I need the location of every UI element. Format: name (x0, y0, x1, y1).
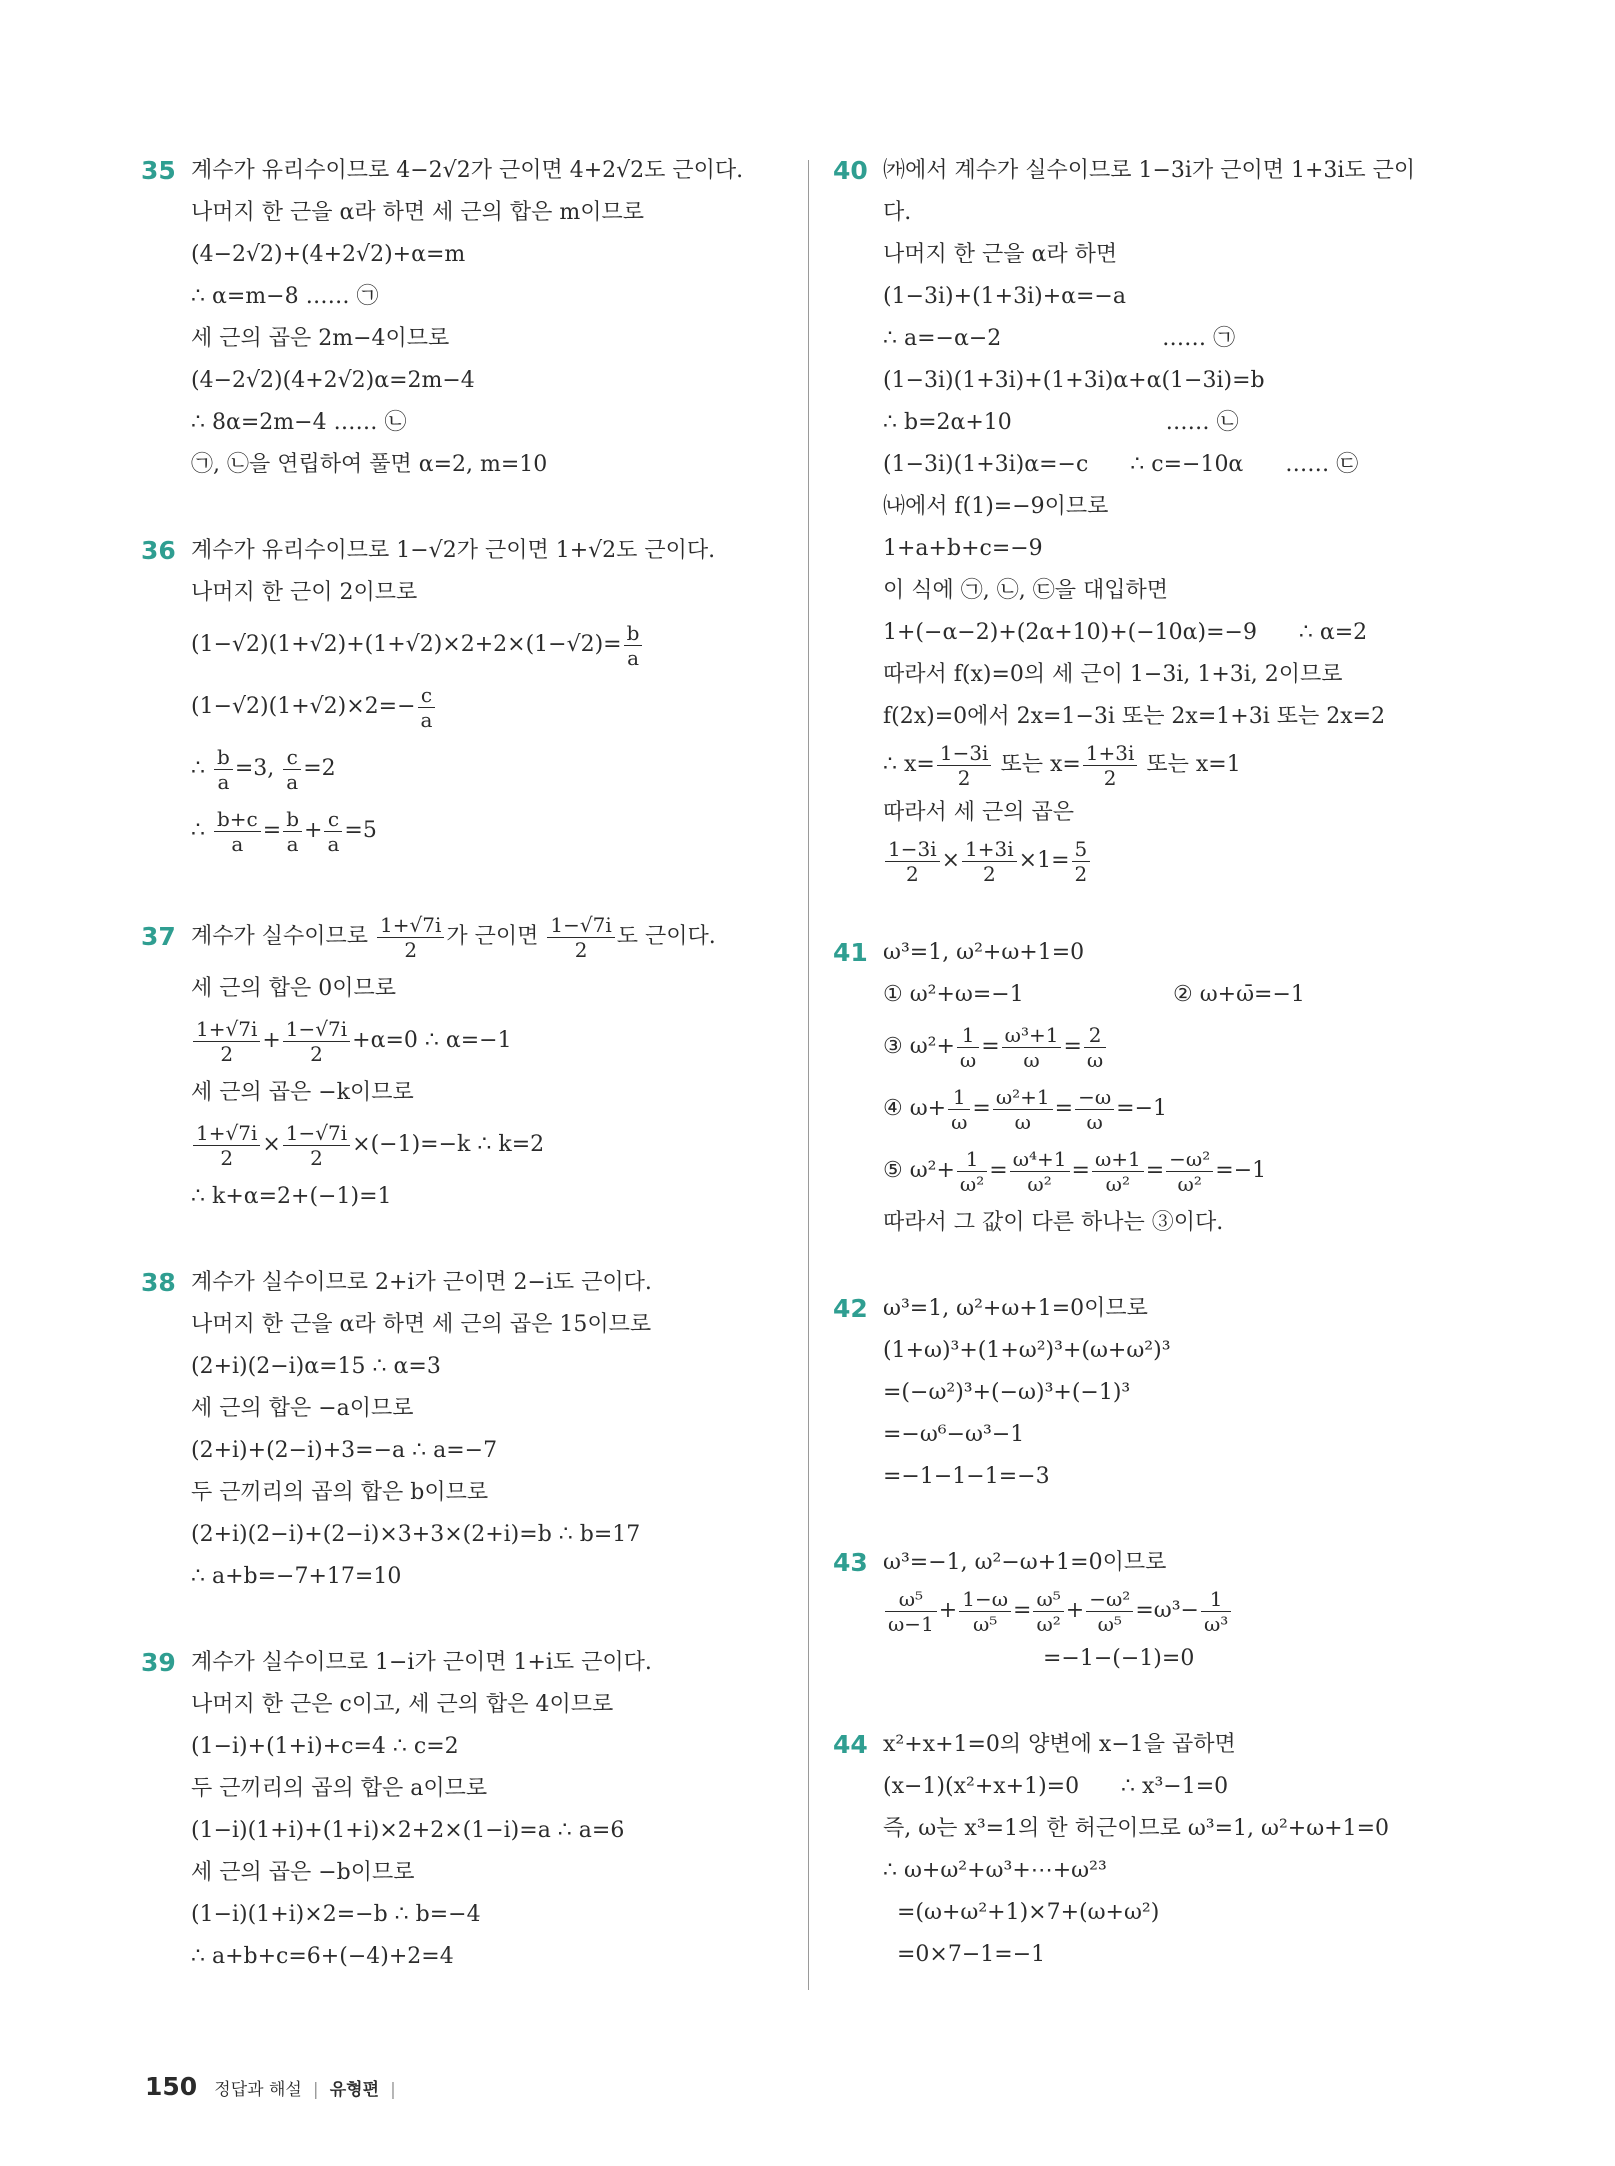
solution-line: f(2x)=0에서 2x=1−3i 또는 2x=1+3i 또는 2x=2 (883, 704, 1386, 729)
solution-line: 세 근의 합은 −a이므로 (191, 1396, 414, 1421)
problem-44 (835, 1724, 1485, 1976)
fraction: $\frac{1-√7i}{2}$ (547, 913, 614, 962)
fraction: $\frac{c}{a}$ (283, 745, 301, 794)
problem-number: 37 (141, 922, 176, 951)
solution-line: ∴ a+b+c=6+(−4)+2=4 (191, 1944, 454, 1969)
problem-41 (835, 932, 1485, 1244)
solution-line: 1+a+b+c=−9 (883, 536, 1043, 561)
fraction: $\frac{1}{\text{ω³}}$ (1201, 1587, 1231, 1636)
solution-line: 나머지 한 근을 α라 하면 세 근의 곱은 15이므로 (191, 1312, 652, 1337)
solution-line: 계수가 유리수이므로 4−2√2가 근이면 4+2√2도 근이다. (191, 158, 744, 183)
fraction: $\frac{b}{a}$ (214, 745, 233, 794)
problem-39 (143, 1642, 783, 1978)
fraction: $\frac{1-√7i}{2}$ (283, 1121, 350, 1170)
solution-line: (4−2√2)(4+2√2)α=2m−4 (191, 368, 475, 393)
fraction: $\frac{1+3i}{2}$ (962, 837, 1017, 886)
problem-43 (835, 1542, 1485, 1680)
problem-number: 43 (833, 1548, 868, 1577)
solution-line: ㉠, ㉡을 연립하여 풀면 α=2, m=10 (191, 452, 548, 477)
solution-line: 따라서 그 값이 다른 하나는 ③이다. (883, 1210, 1224, 1235)
solution-line: ㈎에서 계수가 실수이므로 1−3i가 근이면 1+3i도 근이 (883, 158, 1416, 183)
solution-line: ∴ ω+ω²+ω³+⋯+ω²³ (883, 1858, 1107, 1883)
problem-36 (143, 530, 783, 862)
solution-line: x²+x+1=0의 양변에 x−1을 곱하면 (883, 1732, 1236, 1757)
expression: (1−√2)(1+√2)×2=− (191, 694, 416, 719)
problem-number: 38 (141, 1268, 176, 1297)
solution-line: 1+(−α−2)+(2α+10)+(−10α)=−9 ∴ α=2 (883, 620, 1368, 645)
problem-number: 39 (141, 1648, 176, 1677)
solution-line: 따라서 세 근의 곱은 (883, 800, 1074, 825)
fraction: $\frac{1-3i}{2}$ (885, 837, 940, 886)
problem-number: 41 (833, 938, 868, 967)
fraction: $\frac{1-\omega}{\text{ω⁵}}$ (959, 1587, 1011, 1636)
problem-number: 35 (141, 156, 176, 185)
fraction: $\frac{5}{2}$ (1072, 837, 1091, 886)
solution-line: ③ ω²+ $\frac{1}{\omega}$ = $\frac{\text{ω³+1}}{\omega}$ = $\frac{2}{\omega}$ (883, 1016, 1485, 1078)
fraction: $\frac{b}{a}$ (624, 621, 643, 670)
solution-line: (2+i)+(2−i)+3=−a ∴ a=−7 (191, 1438, 498, 1463)
fraction: $\frac{1}{\omega}$ (957, 1023, 979, 1072)
solution-line: 세 근의 곱은 2m−4이므로 (191, 326, 450, 351)
fraction: $\frac{\text{−ω²}}{\text{ω²}}$ (1166, 1147, 1213, 1196)
footer-separator: | (390, 2080, 396, 2100)
solution-line: ω³=1, ω²+ω+1=0 (883, 940, 1085, 965)
problem-37 (143, 906, 783, 1218)
solution-line: ∴ $\frac{b+c}{a}$ = $\frac{b}{a}$ + $\frac{c}{a}$ =5 (191, 806, 377, 856)
fraction: $\frac{2}{\omega}$ (1084, 1023, 1106, 1072)
fraction: $\frac{1}{\omega}$ (948, 1085, 970, 1134)
solution-line: (4−2√2)+(4+2√2)+α=m (191, 242, 466, 267)
expression: (1−√2)(1+√2)+(1+√2)×2+2×(1−√2)= (191, 632, 622, 657)
solution-line: (1+ω)³+(1+ω²)³+(ω+ω²)³ (883, 1338, 1171, 1363)
solution-line: 나머지 한 근은 c이고, 세 근의 합은 4이므로 (191, 1692, 614, 1717)
problem-40 (835, 150, 1485, 888)
solution-line: 세 근의 곱은 −k이므로 (191, 1080, 414, 1105)
fraction: $\frac{b+c}{a}$ (214, 807, 261, 856)
fraction: $\frac{\text{ω²+1}}{\omega}$ (993, 1085, 1053, 1134)
solution-line: ㈏에서 f(1)=−9이므로 (883, 494, 1109, 519)
problem-35 (143, 150, 783, 486)
solution-line: (2+i)(2−i)α=15 ∴ α=3 (191, 1354, 441, 1379)
column-divider (808, 160, 809, 1990)
solution-line: =(ω+ω²+1)×7+(ω+ω²) (883, 1900, 1160, 1925)
solution-line: 계수가 유리수이므로 1−√2가 근이면 1+√2도 근이다. (191, 538, 716, 563)
fraction: $\frac{\text{ω⁴+1}}{\text{ω²}}$ (1010, 1147, 1070, 1196)
problem-38 (143, 1262, 783, 1598)
problem-number: 44 (833, 1730, 868, 1759)
solution-line: 계수가 실수이므로 1−i가 근이면 1+i도 근이다. (191, 1650, 652, 1675)
solution-line: ∴ α=m−8 …… ㉠ (191, 284, 379, 309)
solution-line: ∴ $\frac{b}{a}$ =3, $\frac{c}{a}$ =2 (191, 744, 336, 794)
solution-line: 나머지 한 근을 α라 하면 (883, 242, 1118, 267)
solution-line: $\frac{\text{ω⁵}}{\omega-1}$ + $\frac{1-\omega}{\text{ω⁵}}$ = $\frac{\text{ω⁵}}{\text{ω²}}$ + $\frac{\text{−ω²}}{\text{ω⁵}}$ =ω³− $\frac{1}{\text{ω³}}$ (883, 1584, 1485, 1638)
solution-line: 두 근끼리의 곱의 합은 b이므로 (191, 1480, 489, 1505)
solution-line: =0×7−1=−1 (883, 1942, 1046, 1967)
fraction: $\frac{1-3i}{2}$ (937, 741, 992, 790)
right-column (835, 150, 1485, 2020)
page-number: 150 (145, 2072, 198, 2101)
solution-line: $\frac{1+√7i}{2}$ × $\frac{1-√7i}{2}$ ×(−1)=−k ∴ k=2 (191, 1114, 783, 1176)
solution-line: (1−i)+(1+i)+c=4 ∴ c=2 (191, 1734, 459, 1759)
solution-line: 다. (883, 200, 912, 225)
problem-number: 42 (833, 1294, 868, 1323)
problem-42 (835, 1288, 1485, 1498)
fraction: $\frac{1+√7i}{2}$ (377, 913, 444, 962)
solution-line: (x−1)(x²+x+1)=0 ∴ x³−1=0 (883, 1774, 1229, 1799)
solution-line: 이 식에 ㉠, ㉡, ㉢을 대입하면 (883, 578, 1168, 603)
solution-line (191, 614, 783, 676)
fraction: $\frac{c}{a}$ (324, 807, 342, 856)
solution-line: 나머지 한 근을 α라 하면 세 근의 합은 m이므로 (191, 200, 644, 225)
fraction: $\frac{1+3i}{2}$ (1083, 741, 1138, 790)
fraction: $\frac{-\omega}{\omega}$ (1075, 1085, 1114, 1134)
solution-line: 세 근의 곱은 −b이므로 (191, 1860, 415, 1885)
footer-separator: | (312, 2080, 319, 2100)
solution-line: (1−i)(1+i)+(1+i)×2+2×(1−i)=a ∴ a=6 (191, 1818, 625, 1843)
problem-number: 36 (141, 536, 176, 565)
solution-line: ∴ x= $\frac{1-3i}{2}$ 또는 x= $\frac{1+3i}{2}$ 또는 x=1 (883, 740, 1241, 790)
solution-line (191, 676, 783, 738)
solution-line: 계수가 실수이므로 $\frac{1+√7i}{2}$ 가 근이면 $\frac{1-√7i}{2}$ 도 근이다. (191, 912, 716, 962)
problem-number: 40 (833, 156, 868, 185)
footer-title: 정답과 해설 (214, 2080, 302, 2100)
page-footer (145, 2072, 402, 2101)
solution-line: =−ω⁶−ω³−1 (883, 1422, 1025, 1447)
fraction: $\frac{1+√7i}{2}$ (193, 1121, 260, 1170)
fraction: $\frac{1+√7i}{2}$ (193, 1017, 260, 1066)
fraction: $\frac{\text{ω⁵}}{\omega-1}$ (885, 1587, 937, 1636)
solution-line: ω³=1, ω²+ω+1=0이므로 (883, 1296, 1148, 1321)
solution-line: ω³=−1, ω²−ω+1=0이므로 (883, 1550, 1167, 1575)
solution-line: ⑤ ω²+ $\frac{1}{\text{ω²}}$ = $\frac{\text{ω⁴+1}}{\text{ω²}}$ = $\frac{\omega+1}{\text{ω²}}$ = $\frac{\text{−ω²}}{\text{ω²}}$ =−1 (883, 1146, 1267, 1196)
solution-line: ∴ 8α=2m−4 …… ㉡ (191, 410, 407, 435)
solution-line: 두 근끼리의 곱의 합은 a이므로 (191, 1776, 488, 1801)
fraction: $\frac{c}{a}$ (418, 683, 436, 732)
solution-line: ∴ b=2α+10 …… ㉡ (883, 410, 1239, 435)
fraction: $\frac{1-√7i}{2}$ (283, 1017, 350, 1066)
solution-line: (1−3i)(1+3i)α=−c ∴ c=−10α …… ㉢ (883, 452, 1359, 477)
fraction: $\frac{\text{ω⁵}}{\text{ω²}}$ (1033, 1587, 1063, 1636)
solution-line: =(−ω²)³+(−ω)³+(−1)³ (883, 1380, 1131, 1405)
solution-line: (1−i)(1+i)×2=−b ∴ b=−4 (191, 1902, 481, 1927)
left-column (143, 150, 783, 2022)
solution-line: $\frac{1+√7i}{2}$ + $\frac{1-√7i}{2}$ +α=0 ∴ α=−1 (191, 1010, 783, 1072)
solution-line: =−1−(−1)=0 (1043, 1646, 1195, 1671)
solution-line: ∴ k+α=2+(−1)=1 (191, 1184, 392, 1209)
solution-line: 나머지 한 근이 2이므로 (191, 580, 418, 605)
footer-section: 유형편 (329, 2080, 379, 2100)
fraction: $\frac{\omega+1}{\text{ω²}}$ (1092, 1147, 1144, 1196)
solution-line: (1−3i)(1+3i)+(1+3i)α+α(1−3i)=b (883, 368, 1265, 393)
solution-line: 세 근의 합은 0이므로 (191, 976, 396, 1001)
solution-line: ① ω²+ω=−1 ② ω+ω̄=−1 (883, 982, 1305, 1007)
solution-line: ∴ a=−α−2 …… ㉠ (883, 326, 1236, 351)
solution-line: 계수가 실수이므로 2+i가 근이면 2−i도 근이다. (191, 1270, 652, 1295)
solution-line: 따라서 f(x)=0의 세 근이 1−3i, 1+3i, 2이므로 (883, 662, 1343, 687)
solution-line: $\frac{1-3i}{2}$ × $\frac{1+3i}{2}$ ×1= $\frac{5}{2}$ (883, 834, 1485, 888)
solution-line: (2+i)(2−i)+(2−i)×3+3×(2+i)=b ∴ b=17 (191, 1522, 641, 1547)
fraction: $\frac{b}{a}$ (283, 807, 302, 856)
fraction: $\frac{\text{−ω²}}{\text{ω⁵}}$ (1086, 1587, 1133, 1636)
fraction: $\frac{1}{\text{ω²}}$ (957, 1147, 987, 1196)
solution-line: ∴ a+b=−7+17=10 (191, 1564, 402, 1589)
solution-line: (1−3i)+(1+3i)+α=−a (883, 284, 1126, 309)
solution-line: ④ ω+ $\frac{1}{\omega}$ = $\frac{\text{ω²+1}}{\omega}$ = $\frac{-\omega}{\omega}$ =−1 (883, 1084, 1168, 1134)
solution-line: 즉, ω는 x³=1의 한 허근이므로 ω³=1, ω²+ω+1=0 (883, 1816, 1389, 1841)
solution-line: =−1−1−1=−3 (883, 1464, 1050, 1489)
fraction: $\frac{\text{ω³+1}}{\omega}$ (1002, 1023, 1062, 1072)
